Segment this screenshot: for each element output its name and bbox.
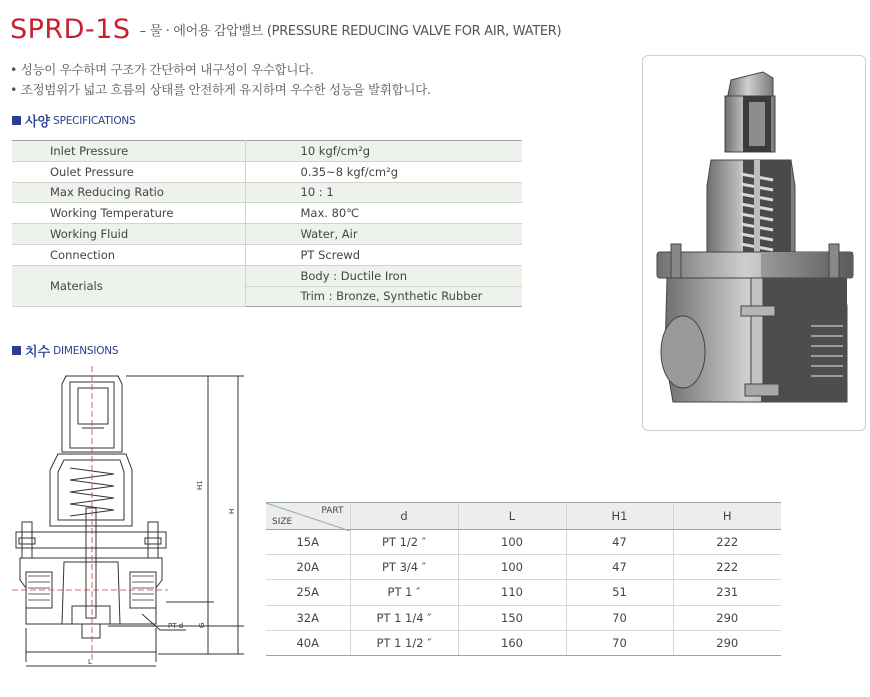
table-row xyxy=(266,530,781,555)
page-title xyxy=(10,14,561,45)
column-header: H1 xyxy=(566,503,673,530)
g-label: G xyxy=(198,622,206,628)
spec-label: Connection xyxy=(12,244,245,265)
feature-item: • 성능이 우수하며 구조가 간단하여 내구성이 우수합니다. xyxy=(10,62,314,77)
size-cell: 40A xyxy=(266,630,350,655)
table-row xyxy=(12,203,522,224)
valve-cutaway-image xyxy=(643,56,865,430)
spec-value: 0.35~8 kgf/cm²g xyxy=(245,161,522,182)
table-row xyxy=(12,141,522,162)
column-header: H xyxy=(673,503,781,530)
l-cell: 100 xyxy=(458,530,566,555)
table-row xyxy=(266,605,781,630)
specifications-heading: 사양 SPECIFICATIONS xyxy=(12,110,136,130)
h-cell: 222 xyxy=(673,530,781,555)
specifications-table xyxy=(12,140,522,307)
spec-label: Oulet Pressure xyxy=(12,161,245,182)
h-cell: 290 xyxy=(673,630,781,655)
d-cell: PT 1 ″ xyxy=(350,580,458,605)
table-row xyxy=(266,630,781,655)
d-cell: PT 1 1/4 ″ xyxy=(350,605,458,630)
spec-label: Working Temperature xyxy=(12,203,245,224)
h-cell: 290 xyxy=(673,605,781,630)
size-cell: 32A xyxy=(266,605,350,630)
size-cell: 25A xyxy=(266,580,350,605)
d-cell: PT 1 1/2 ″ xyxy=(350,630,458,655)
table-row xyxy=(266,555,781,580)
table-row xyxy=(12,182,522,203)
spec-value: Water, Air xyxy=(245,224,522,245)
dimensions-heading: 치수 DIMENSIONS xyxy=(12,340,118,360)
spec-label: Materials xyxy=(12,265,245,307)
h-cell: 231 xyxy=(673,580,781,605)
l-cell: 110 xyxy=(458,580,566,605)
spec-value: Trim : Bronze, Synthetic Rubber xyxy=(245,286,522,307)
d-cell: PT 3/4 ″ xyxy=(350,555,458,580)
column-header: d xyxy=(350,503,458,530)
model-name: SPRD-1S xyxy=(10,14,131,45)
h1-label: H1 xyxy=(196,480,204,490)
spec-value: 10 kgf/cm²g xyxy=(245,141,522,162)
table-row xyxy=(12,224,522,245)
valve-outline-drawing xyxy=(8,362,248,674)
l-cell: 160 xyxy=(458,630,566,655)
size-cell: 20A xyxy=(266,555,350,580)
h1-cell: 70 xyxy=(566,630,673,655)
spec-label: Max Reducing Ratio xyxy=(12,182,245,203)
h1-cell: 47 xyxy=(566,555,673,580)
table-row xyxy=(266,580,781,605)
spec-value: 10 : 1 xyxy=(245,182,522,203)
product-subtitle: – 물 · 에어용 감압밸브 (PRESSURE REDUCING VALVE FOR AIR, WATER) xyxy=(139,24,562,39)
h1-cell: 51 xyxy=(566,580,673,605)
size-cell: 15A xyxy=(266,530,350,555)
spec-value: Max. 80℃ xyxy=(245,203,522,224)
dimensions-table xyxy=(266,502,781,656)
spec-value: Body : Ductile Iron xyxy=(245,265,522,286)
feature-item: • 조정범위가 넓고 흐름의 상태를 안전하게 유지하며 우수한 성능을 발휘합니다. xyxy=(10,82,431,97)
spec-label: Working Fluid xyxy=(12,224,245,245)
column-header: L xyxy=(458,503,566,530)
h1-cell: 47 xyxy=(566,530,673,555)
l-cell: 100 xyxy=(458,555,566,580)
table-row xyxy=(12,244,522,265)
table-row xyxy=(12,265,522,286)
feature-list xyxy=(10,60,431,100)
square-bullet-icon xyxy=(12,346,21,355)
l-label: L xyxy=(88,658,92,666)
l-cell: 150 xyxy=(458,605,566,630)
h-label: H xyxy=(228,508,236,514)
spec-value: PT Screwd xyxy=(245,244,522,265)
ptd-label: PT d xyxy=(168,622,184,630)
spec-label: Inlet Pressure xyxy=(12,141,245,162)
d-cell: PT 1/2 ″ xyxy=(350,530,458,555)
h-cell: 222 xyxy=(673,555,781,580)
product-image-frame xyxy=(642,55,866,431)
h1-cell: 70 xyxy=(566,605,673,630)
table-header-row xyxy=(266,503,781,530)
square-bullet-icon xyxy=(12,116,21,125)
corner-header: PART SIZE xyxy=(266,503,350,530)
table-row xyxy=(12,161,522,182)
dimension-drawing xyxy=(8,362,248,678)
